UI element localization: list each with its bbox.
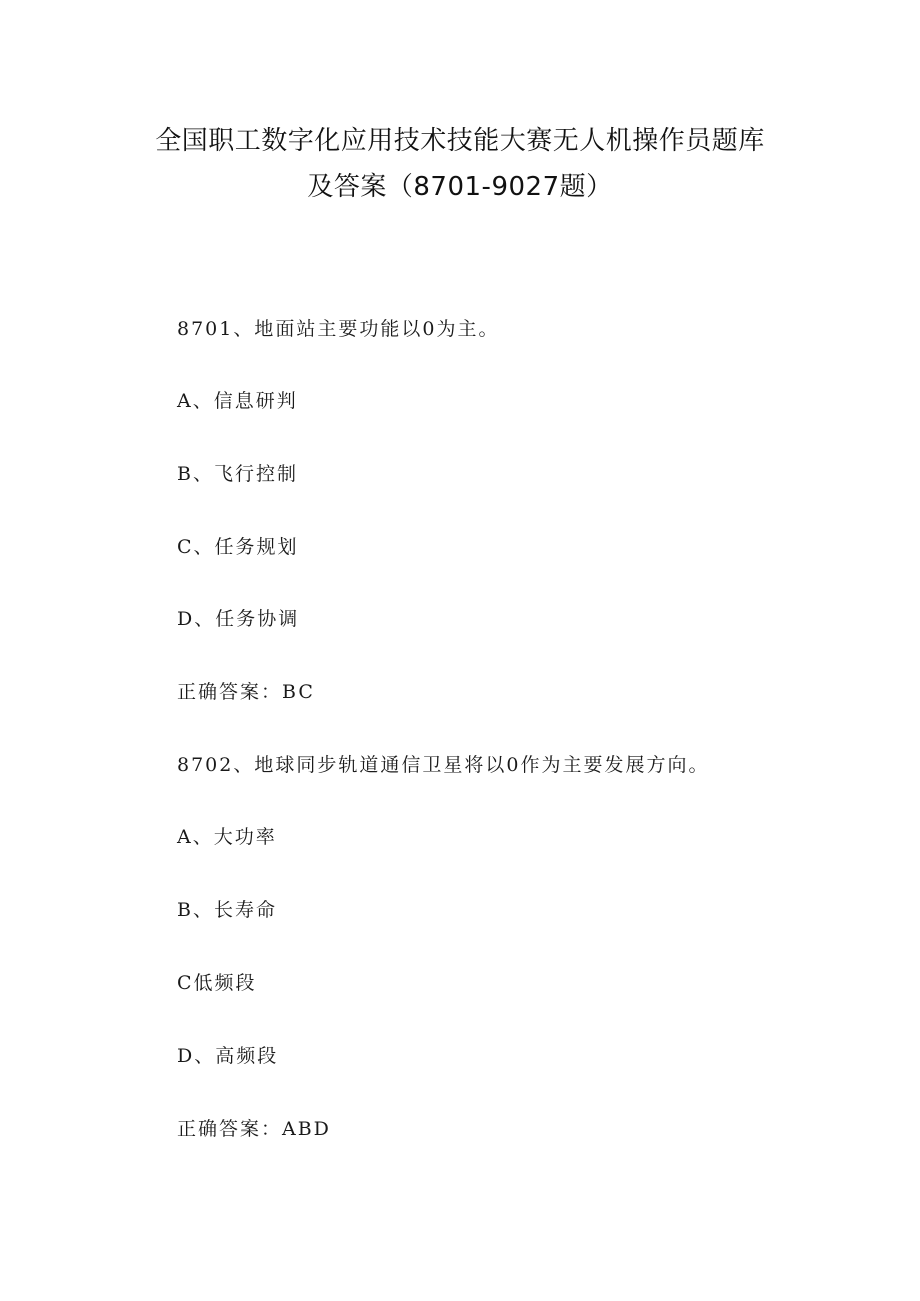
document-title-line-2: 及答案（8701-9027题） bbox=[307, 172, 613, 202]
question-stem: 8702、地球同步轨道通信卫星将以0作为主要发展方向。 bbox=[177, 754, 710, 776]
option-c: C、任务规划 bbox=[177, 536, 299, 558]
option-b: B、长寿命 bbox=[177, 899, 277, 921]
option-b: B、飞行控制 bbox=[177, 463, 298, 485]
option-d: D、高频段 bbox=[177, 1045, 279, 1067]
answer-line: 正确答案：ABD bbox=[177, 1118, 331, 1140]
document-title-line-1: 全国职工数字化应用技术技能大赛无人机操作员题库 bbox=[155, 126, 765, 156]
question-stem: 8701、地面站主要功能以0为主。 bbox=[177, 318, 500, 340]
option-a: A、大功率 bbox=[177, 826, 277, 848]
option-d: D、任务协调 bbox=[177, 608, 300, 630]
answer-line: 正确答案：BC bbox=[177, 681, 315, 703]
option-c: C低频段 bbox=[177, 972, 257, 994]
option-a: A、信息研判 bbox=[177, 390, 298, 412]
